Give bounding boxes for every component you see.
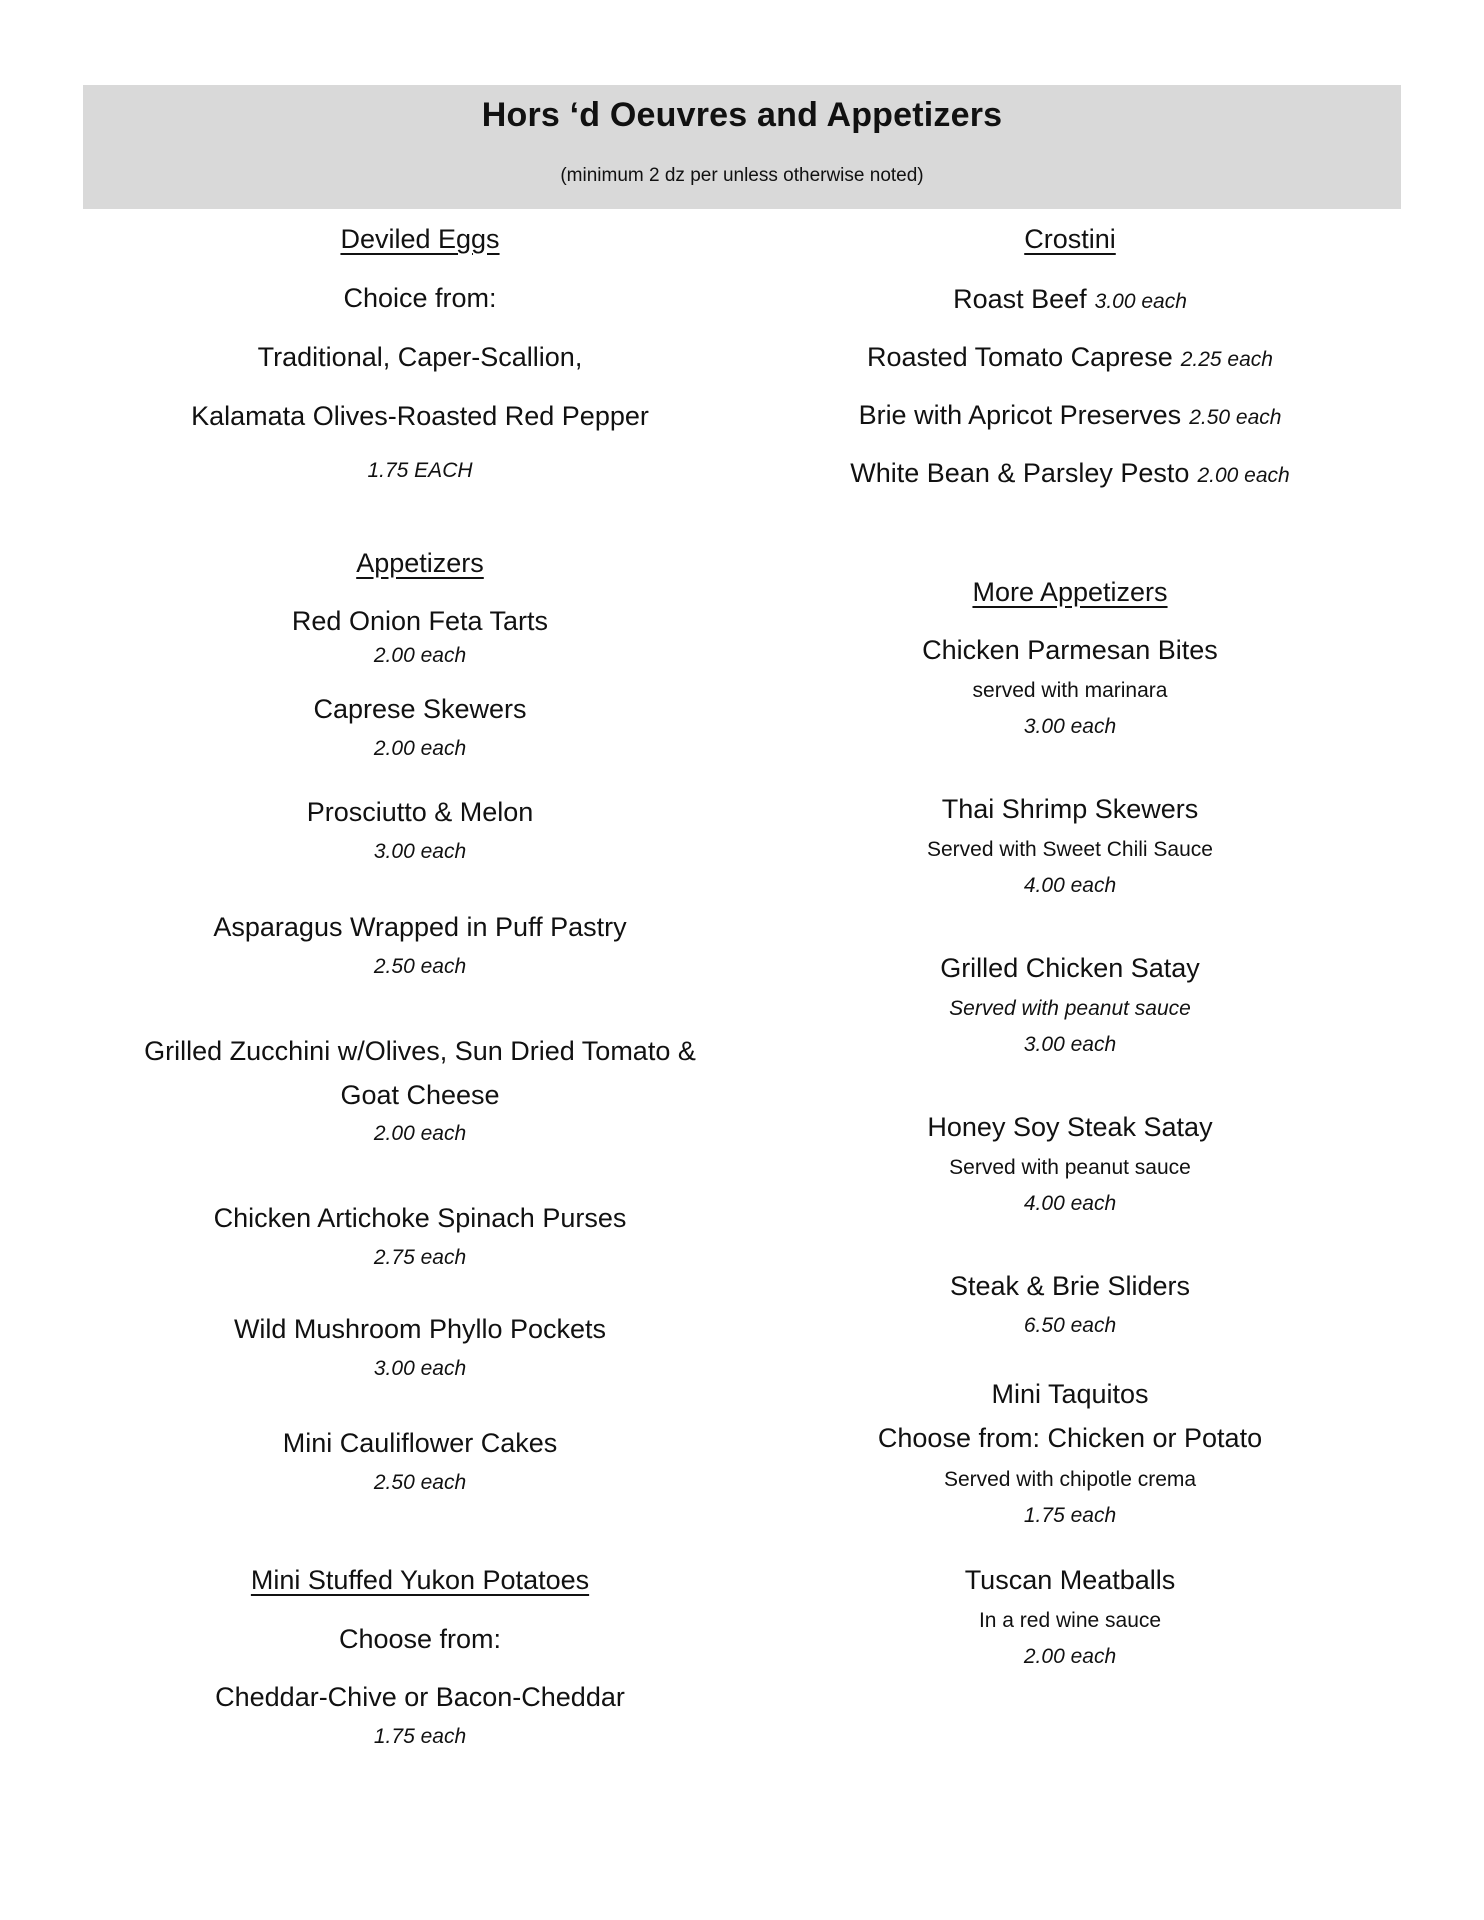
potatoes-price: 1.75 each	[373, 1725, 467, 1748]
more-appetizer-price: 3.00 each	[1023, 715, 1117, 738]
appetizer-name: Mini Cauliflower Cakes	[282, 1428, 558, 1458]
appetizer-price: 3.00 each	[373, 840, 467, 863]
appetizer-name: Chicken Artichoke Spinach Purses	[213, 1203, 627, 1233]
crostini-price: 2.25 each	[1180, 348, 1273, 371]
appetizer-price: 2.00 each	[373, 644, 467, 667]
appetizers-heading: Appetizers	[356, 548, 484, 578]
crostini-price: 2.00 each	[1197, 464, 1290, 487]
crostini-heading: Crostini	[1024, 224, 1116, 254]
more-appetizer-desc: Served with peanut sauce	[949, 1156, 1191, 1179]
appetizer-name: Asparagus Wrapped in Puff Pastry	[213, 912, 627, 942]
deviled-eggs-heading: Deviled Eggs	[340, 224, 500, 254]
crostini-name: Brie with Apricot Preserves	[858, 400, 1182, 430]
appetizer-price: 3.00 each	[373, 1357, 467, 1380]
page-subtitle: (minimum 2 dz per unless otherwise noted)	[560, 165, 924, 186]
crostini-price: 3.00 each	[1094, 290, 1187, 313]
more-appetizer-name: Honey Soy Steak Satay	[927, 1112, 1213, 1142]
appetizer-price: 2.75 each	[373, 1246, 467, 1269]
more-appetizer-price: 1.75 each	[1023, 1504, 1117, 1527]
appetizer-name-continued: Goat Cheese	[340, 1080, 500, 1110]
appetizer-price: 2.00 each	[373, 1122, 467, 1145]
more-appetizer-price: 2.00 each	[1023, 1645, 1117, 1668]
more-appetizer-name: Grilled Chicken Satay	[940, 953, 1200, 983]
crostini-name: White Bean & Parsley Pesto	[850, 458, 1190, 488]
deviled-eggs-choice: Choice from:	[343, 283, 497, 313]
more-appetizer-name: Chicken Parmesan Bites	[922, 635, 1218, 665]
more-appetizer-price: 3.00 each	[1023, 1033, 1117, 1056]
appetizer-name: Red Onion Feta Tarts	[291, 606, 549, 636]
deviled-eggs-options-1: Traditional, Caper-Scallion,	[257, 342, 583, 372]
appetizer-name: Grilled Zucchini w/Olives, Sun Dried Tomato &	[144, 1036, 696, 1066]
more-appetizer-name: Mini Taquitos	[991, 1379, 1149, 1409]
potatoes-choice: Choose from:	[338, 1624, 502, 1654]
more-appetizer-desc: Served with peanut sauce	[949, 997, 1191, 1020]
more-appetizer-desc: In a red wine sauce	[978, 1609, 1162, 1632]
deviled-eggs-options-2: Kalamata Olives-Roasted Red Pepper	[191, 401, 649, 431]
more-appetizer-desc: served with marinara	[972, 679, 1168, 702]
more-appetizer-price: 6.50 each	[1023, 1314, 1117, 1337]
potatoes-heading: Mini Stuffed Yukon Potatoes	[250, 1565, 590, 1595]
appetizer-name: Caprese Skewers	[313, 694, 527, 724]
more-appetizer-desc: Served with Sweet Chili Sauce	[927, 838, 1213, 861]
appetizer-name: Wild Mushroom Phyllo Pockets	[233, 1314, 607, 1344]
potatoes-options: Cheddar-Chive or Bacon-Cheddar	[215, 1682, 625, 1712]
more-appetizer-choice: Choose from: Chicken or Potato	[877, 1423, 1263, 1453]
more-appetizer-name: Steak & Brie Sliders	[949, 1271, 1191, 1301]
appetizer-price: 2.50 each	[373, 1471, 467, 1494]
crostini-price: 2.50 each	[1189, 406, 1282, 429]
page-title: Hors ‘d Oeuvres and Appetizers	[481, 96, 1003, 134]
appetizer-price: 2.50 each	[373, 955, 467, 978]
appetizer-name: Prosciutto & Melon	[306, 797, 534, 827]
more-appetizers-heading: More Appetizers	[972, 577, 1168, 607]
crostini-item	[770, 458, 1370, 489]
appetizer-price: 2.00 each	[373, 737, 467, 760]
more-appetizer-price: 4.00 each	[1023, 1192, 1117, 1215]
more-appetizer-desc: Served with chipotle crema	[943, 1468, 1197, 1491]
crostini-item	[770, 400, 1370, 431]
more-appetizer-price: 4.00 each	[1023, 874, 1117, 897]
crostini-item	[770, 284, 1370, 315]
crostini-name: Roasted Tomato Caprese	[867, 342, 1173, 372]
menu-header	[83, 85, 1401, 209]
more-appetizer-name: Thai Shrimp Skewers	[941, 794, 1199, 824]
crostini-item	[770, 342, 1370, 373]
deviled-eggs-price: 1.75 EACH	[367, 459, 473, 482]
crostini-name: Roast Beef	[953, 284, 1087, 314]
more-appetizer-name: Tuscan Meatballs	[964, 1565, 1176, 1595]
